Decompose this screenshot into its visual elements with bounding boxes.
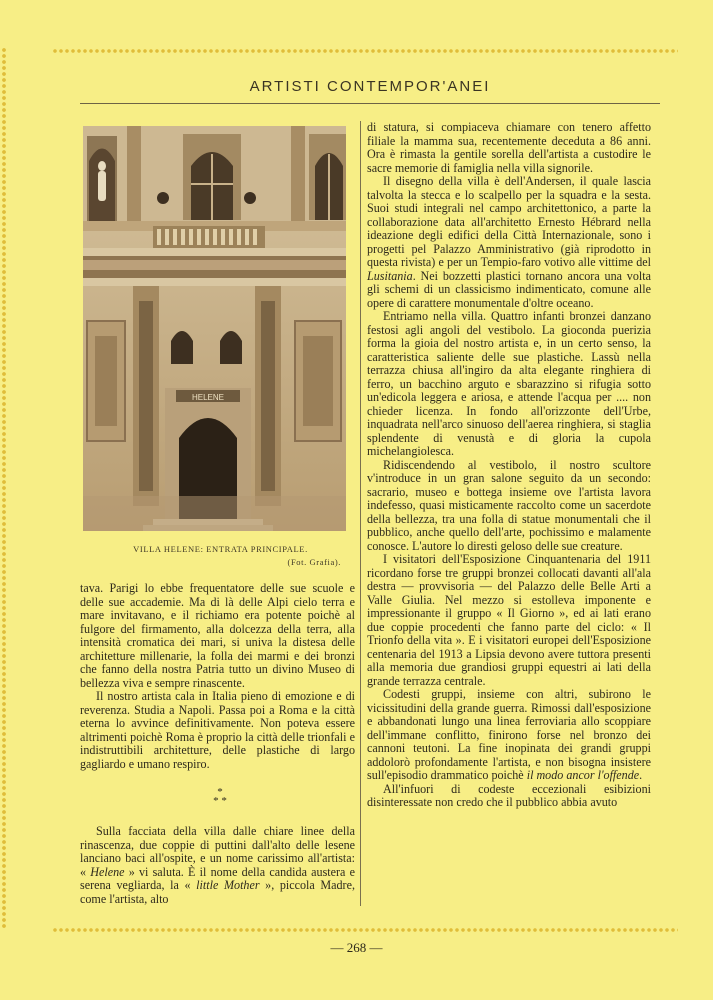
left-paragraph-2: Il nostro artista cala in Italia pieno di emozione e di reverenza. Studia a Napoli. Passa poi a Roma e la città eterna lo avvince definitivamente. Non poteva essere altrimenti poichè Roma è proprio la città delle trionfali e indistruttibili architetture, delle plastiche di largo gagliardo e umano respiro.	[80, 689, 355, 771]
right-paragraph-4: Ridiscendendo al vestibolo, il nostro scultore v'introduce in un gran salone seguito da un secondo: sacrario, museo e bottega insieme ove l'artista lavora indefesso, quasi misticamente raccolto come un sacerdote della bellezza, tra una folla di statue monumentali che il pubblico, anche quello dell'arte, pochissimo e malamente conosce. L'autore lo diresti geloso delle sue creature.	[367, 457, 651, 553]
left-paragraph-3-end: », piccola Madre, come l'artista, alto	[80, 878, 355, 906]
column-divider	[360, 121, 361, 906]
right-paragraph-6	[367, 688, 651, 783]
right-paragraph-3: Entriamo nella villa. Quattro infanti bronzei danzano festosi agli angoli del vestibolo. La gioconda puerizia forma la gioia del nostro artista e, in un certo senso, la caratteristica saliente delle sue plastiche. Lassù nella terrazza chiusa all'ingiro da alta elegante ringhiera di ferro, un bacchino arguto e sbarazzino si rifugia sotto un'edicola leggera e ariosa, e attende l'acqua per .... non chieder licenza. In fondo all'orizzonte dell'Urbe, inquadrata nell'arco sinuoso dell'aerea ringhiera, si staglia splendente di venustà e di gloria la cupola michelangiolesca.	[367, 309, 651, 458]
right-paragraph-6-end: .	[639, 768, 643, 782]
page-border-top	[52, 47, 678, 55]
page-border-bottom	[52, 926, 678, 934]
right-paragraph-2	[367, 175, 651, 310]
right-paragraph-5: I visitatori dell'Esposizione Cinquantenaria del 1911 ricordano forse tre gruppi bronzei collocati davanti all'ala destra — provvisoria — del Palazzo delle Belle Arti a Valle Giulia. Nel mezzo si estolleva imponente e impressionante il gruppo « Il Giorno », ed ai lati erano due coppie procedenti che fanno parte del ciclo: « Il Trionfo della vita ». E i visitatori europei dell'Esposizione centenaria del 1913 a Lipsia devono avere tuttora presenti alla memoria due grandiosi gruppi equestri ai lati della grande terrazza centrale.	[367, 552, 651, 688]
left-paragraph-1: tava. Parigi lo ebbe frequentatore delle sue scuole e delle sue accademie. Ma di là delle Alpi cielo terra e mare invitavano, e il richiamo era potente poichè al fulgore del firmamento, alla dolcezza della terra, alla intensità cromatica dei mari, si univa la distesa delle architetture millenarie, la folla dei marmi e dei bronzi che fanno della nostra Patria tutto un divino Museo di bellezza viva e sempre rinascente.	[80, 581, 355, 690]
page-number: — 268 —	[330, 940, 383, 955]
little-mother-italic: little Mother	[196, 878, 260, 892]
right-column	[367, 121, 651, 810]
villa-photo	[83, 126, 346, 531]
header-rule	[80, 103, 660, 104]
left-paragraph-3-mid: » vi saluta. È il nome della candida austera e serena vegliarda, la «	[80, 864, 355, 892]
photo-caption	[80, 543, 355, 569]
left-column	[80, 582, 355, 771]
right-paragraph-2-end: . Nei bozzetti plastici tornano ancora una volta gli schemi di un classicismo indimenticato, comune alle opere di carattere monumentale d'oltre oceano.	[367, 268, 651, 310]
modo-ancor-italic: il modo ancor l'offende	[526, 768, 640, 782]
page-border-right	[0, 47, 8, 930]
section-asterism	[200, 788, 240, 806]
right-paragraph-1: di statura, si compiaceva chiamare con tenero affetto filiale la mamma sua, recentemente deceduta a 86 anni. Ora è rimasta la gentile sorella dell'artista a custodire le sacre memorie di famiglia nella villa signorile.	[367, 120, 651, 175]
right-paragraph-2-start: Il disegno della villa è dell'Andersen, il quale lascia talvolta la stecca e lo scalpello per la squadra e la sesta. Suoi studi integrali nel campo architettonico, a parte la collaborazione data all'architetto Ernesto Hébrard nella ideazione degli edifici della Città Internazionale, sono i progetti pel Palazzo Amministrativo (già riprodotto in questa rivista) e per un Tempio-faro votivo alle vittime del	[367, 174, 651, 269]
left-paragraph-3	[80, 825, 355, 906]
left-column-lower	[80, 825, 355, 906]
running-header: ARTISTI CONTEMPOR'ANEI	[249, 78, 491, 95]
left-paragraph-3-start: Sulla facciata della villa dalle chiare linee della rinascenza, due coppie di puttini dall'alto delle lesene lanciano baci all'ospite, e un nome carissimo all'artista: «	[80, 824, 355, 879]
helene-italic: Helene	[90, 864, 125, 879]
caption-title: VILLA HELENE: ENTRATA PRINCIPALE.	[133, 544, 308, 554]
right-paragraph-7: All'infuori di codeste eccezionali esibizioni disinteressate non credo che il pubblico abbia avuto	[367, 781, 651, 809]
asterism-bottom: * *	[213, 795, 227, 807]
lusitania-italic: Lusitania	[367, 268, 413, 283]
caption-credit: (Fot. Grafia).	[287, 557, 341, 567]
door-sign-text: HELENE	[191, 393, 225, 402]
villa-facade-illustration	[83, 126, 346, 531]
asterism-top: *	[217, 786, 223, 798]
right-paragraph-6-start: Codesti gruppi, insieme con altri, subirono le vicissitudini della grande guerra. Rimossi dall'esposizione e abbandonati lungo una linea ferroviaria allo scoppiare dell'immane conflitto, finirono forse nel bronzo dei cannoni teutoni. La fine inopinata dei grandi gruppi addolorò profondamente l'artista, e non bisogna insistere sull'episodio drammatico poichè	[367, 687, 651, 782]
